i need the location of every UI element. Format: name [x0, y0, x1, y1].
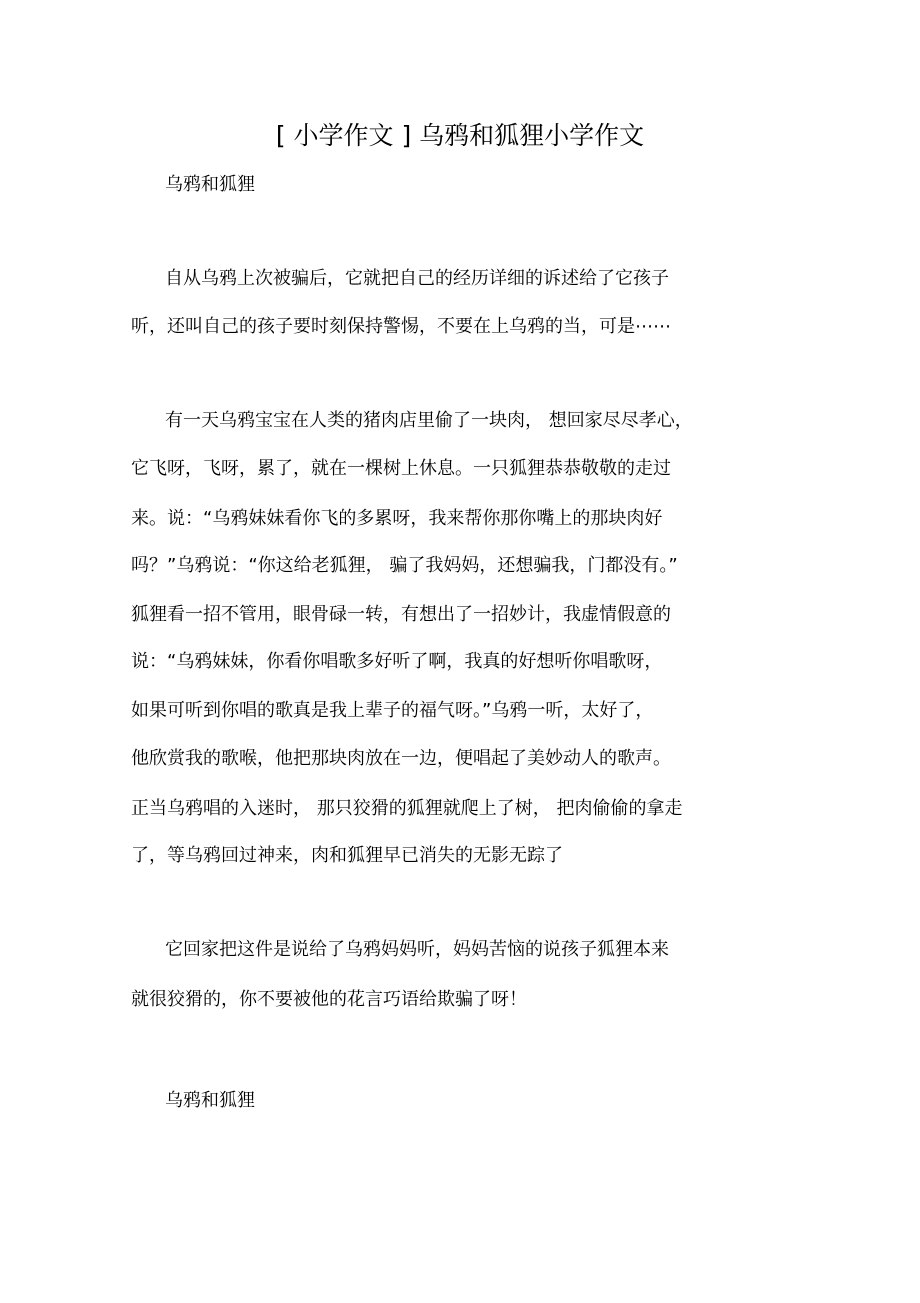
- paragraph-2-line-6: 说：“乌鸦妹妹，你看你唱歌多好听了啊，我真的好想听你唱歌呀，: [131, 651, 663, 672]
- paragraph-2-line-8: 他欣赏我的歌喉，他把那块肉放在一边，便唱起了美妙动人的歌声。: [131, 748, 671, 769]
- paragraph-2-line-7: 如果可听到你唱的歌真是我上辈子的福气呀。”乌鸦一听，太好了，: [131, 700, 654, 721]
- paragraph-2-line-10: 了，等乌鸦回过神来，肉和狐狸早已消失的无影无踪了: [131, 845, 563, 866]
- paragraph-2-line-5: 狐狸看一招不管用，眼骨碌一转，有想出了一招妙计，我虚情假意的: [131, 604, 671, 625]
- paragraph-1-line-2: 听，还叫自己的孩子要时刻保持警惕，不要在上乌鸦的当，可是⋯⋯: [131, 316, 671, 337]
- document-title: [ 小学作文 ] 乌鸦和狐狸小学作文: [275, 121, 645, 150]
- closing-heading: 乌鸦和狐狸: [165, 1090, 255, 1111]
- paragraph-3-line-2: 就很狡猾的，你不要被他的花言巧语给欺骗了呀！: [131, 989, 527, 1010]
- paragraph-2-line-4: 吗？”乌鸦说：“你这给老狐狸， 骗了我妈妈，还想骗我，门都没有。”: [131, 555, 678, 576]
- paragraph-1-line-1: 自从乌鸦上次被骗后，它就把自己的经历详细的诉述给了它孩子: [165, 268, 669, 289]
- paragraph-2-line-9: 正当乌鸦唱的入迷时， 那只狡猾的狐狸就爬上了树， 把肉偷偷的拿走: [131, 798, 683, 819]
- paragraph-2-line-1: 有一天乌鸦宝宝在人类的猪肉店里偷了一块肉， 想回家尽尽孝心，: [165, 410, 693, 431]
- paragraph-2-line-2: 它飞呀，飞呀，累了，就在一棵树上休息。一只狐狸恭恭敬敬的走过: [131, 458, 671, 479]
- paragraph-3-line-1: 它回家把这件是说给了乌鸦妈妈听，妈妈苦恼的说孩子狐狸本来: [165, 939, 669, 960]
- paragraph-2-line-3: 来。说：“乌鸦妹妹看你飞的多累呀，我来帮你那你嘴上的那块肉好: [131, 508, 663, 529]
- subtitle-heading: 乌鸦和狐狸: [165, 174, 255, 195]
